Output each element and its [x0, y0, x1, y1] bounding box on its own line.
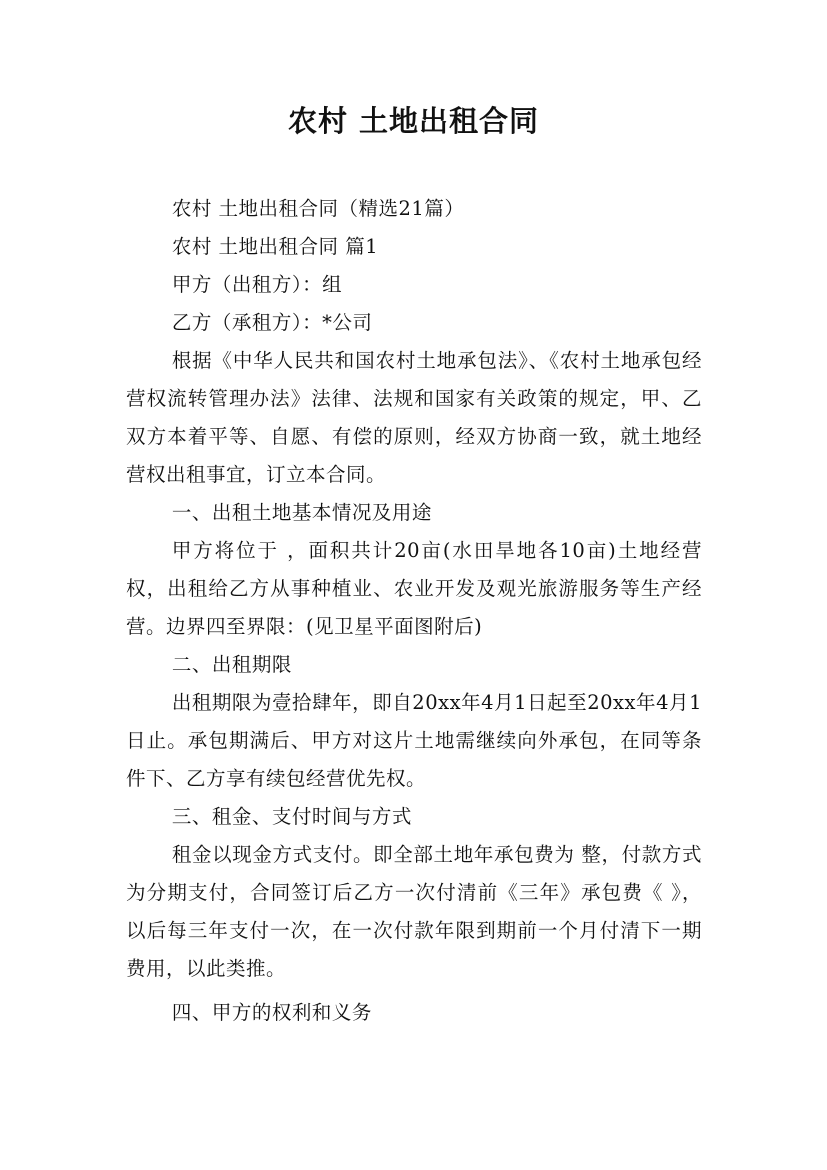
paragraph-party-a: 甲方（出租方）：组 — [171, 273, 343, 296]
paragraph-lease-term: 出租期限为壹拾肆年，即自20xx年4月1日起至20xx年4月1日止。承包期满后、甲方对这片土地需继续向外承包，在同等条件下、乙方享有续包经营优先权。 — [126, 691, 702, 790]
document-body — [126, 190, 702, 1032]
paragraph-heading-1: 一、出租土地基本情况及用途 — [171, 501, 432, 524]
paragraph-heading-2: 二、出租期限 — [171, 653, 292, 676]
paragraph-subtitle: 农村 土地出租合同（精选21篇） — [171, 197, 465, 220]
document-title: 农村 土地出租合同 — [287, 104, 540, 138]
paragraph-section-heading: 农村 土地出租合同 篇1 — [171, 235, 379, 258]
paragraph-heading-3: 三、租金、支付时间与方式 — [171, 805, 412, 828]
paragraph-heading-4: 四、甲方的权利和义务 — [171, 1001, 372, 1024]
paragraph-party-b: 乙方（承租方）：*公司 — [171, 311, 373, 334]
paragraph-rent-payment: 租金以现金方式支付。即全部土地年承包费为 整，付款方式为分期支付，合同签订后乙方一次付清前《三年》承包费《 》，以后每三年支付一次，在一次付款年限到期前一个月付清下一期费用，以此类推。 — [126, 843, 702, 980]
paragraph-land-details: 甲方将位于 ，面积共计20亩(水田旱地各10亩)土地经营权，出租给乙方从事种植业、农业开发及观光旅游服务等生产经营。边界四至界限：(见卫星平面图附后) — [126, 539, 702, 638]
paragraph-preamble: 根据《中华人民共和国农村土地承包法》、《农村土地承包经营权流转管理办法》法律、法规和国家有关政策的规定，甲、乙双方本着平等、自愿、有偿的原则，经双方协商一致，就土地经营权出租事宜，订立本合同。 — [126, 349, 702, 486]
